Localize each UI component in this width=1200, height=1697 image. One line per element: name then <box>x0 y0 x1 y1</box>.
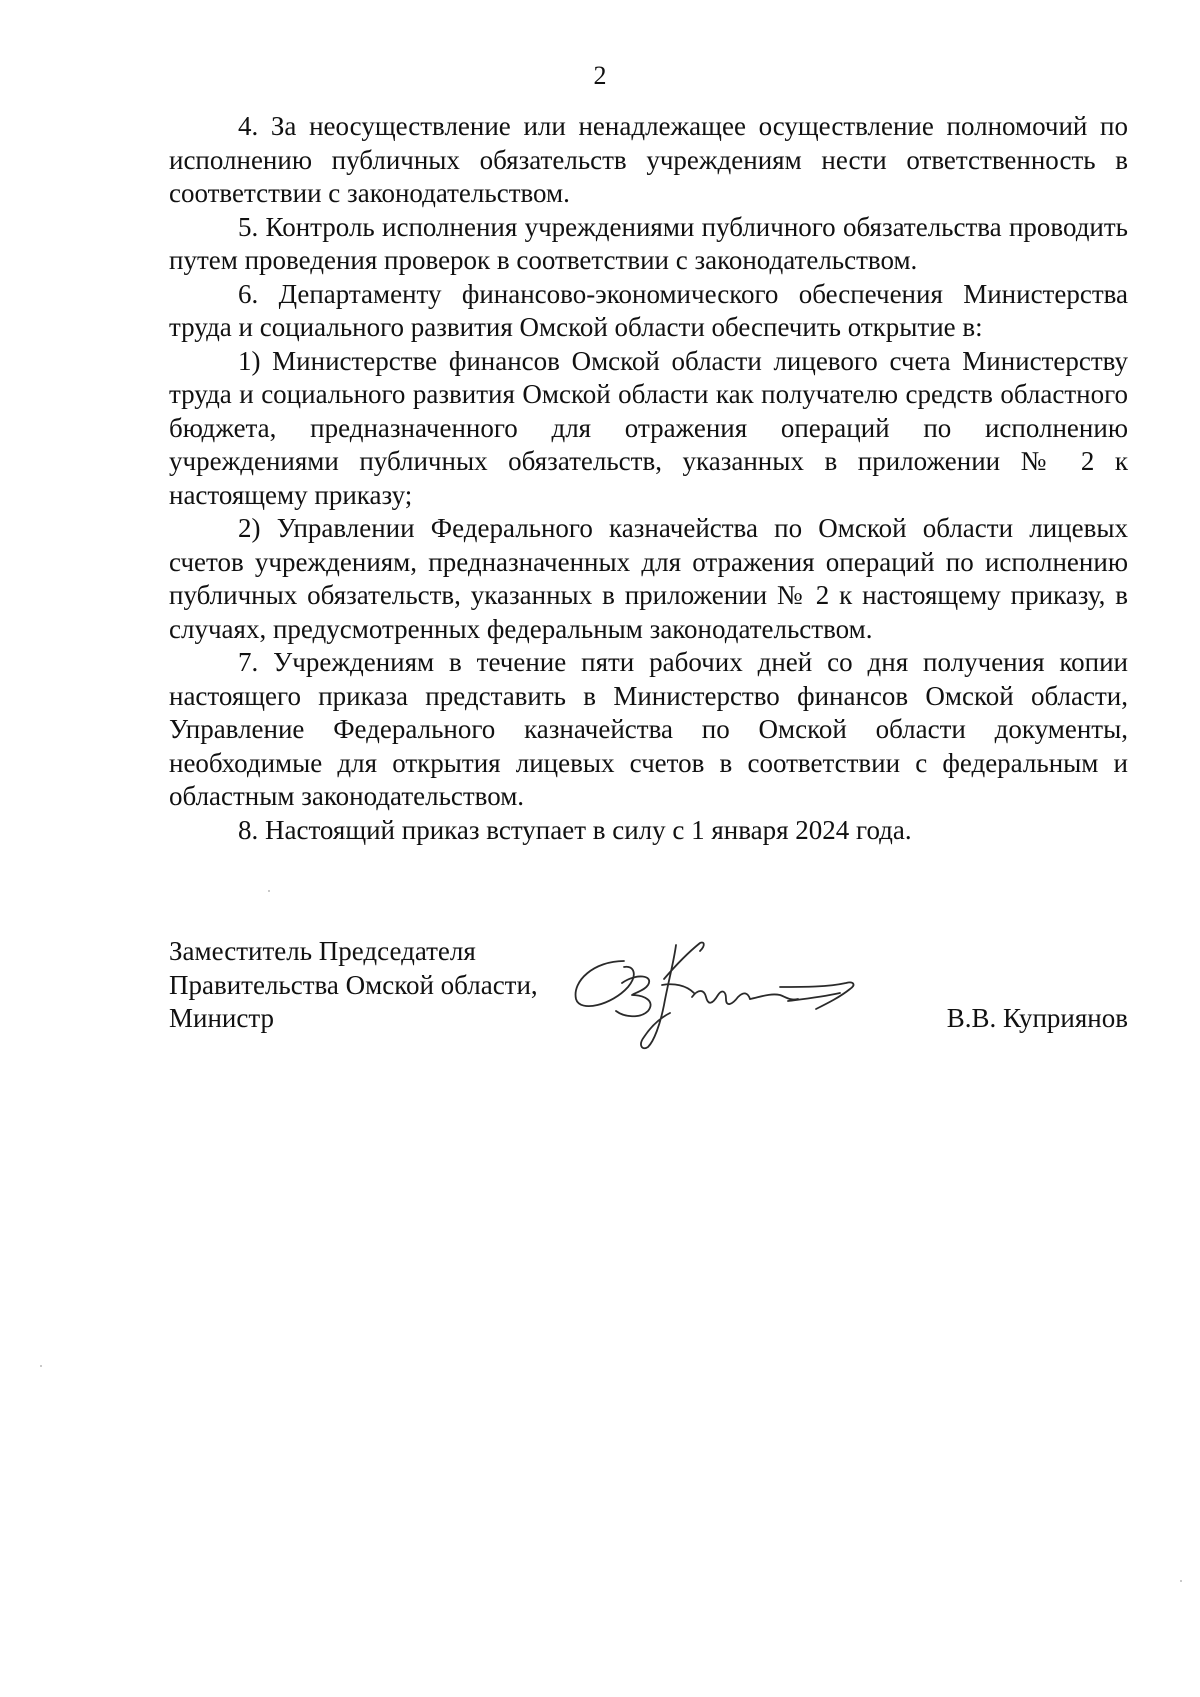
paragraph-8-effective-date: 8. Настоящий приказ вступает в силу с 1 января 2024 года. <box>238 814 912 845</box>
signatory-name: В.В. Куприянов <box>946 1003 1128 1033</box>
scan-speck <box>268 890 270 892</box>
document-body <box>169 110 1128 847</box>
paragraph-6-accounts: 6. Департаменту финансово-экономического обеспечения Министерства труда и социального развития Омской области обеспечить открытие в: <box>169 278 1128 342</box>
signatory-position-line: Заместитель Председателя <box>169 936 476 966</box>
signatory-position-line: Правительства Омской области, <box>169 969 538 1000</box>
signatory-position <box>169 935 538 1036</box>
scan-speck <box>40 1365 42 1367</box>
signatory-position-line: Министр <box>169 1003 274 1033</box>
page-number: 2 <box>593 61 607 90</box>
paragraph-7-documents: 7. Учреждениям в течение пяти рабочих дней со дня получения копии настоящего приказа представить в Министерство финансов Омской области, Управление Федерального казначейства по Омской области документы, необходимые для открытия лицевых счетов в соответствии с федеральным и областным законодательством. <box>169 647 1128 811</box>
paragraph-4-liability: 4. За неосуществление или ненадлежащее осуществление полномочий по исполнению публичных обязательств учреждениям нести ответственность в соответствии с законодательством. <box>169 111 1128 208</box>
handwritten-signature-icon <box>564 921 874 1061</box>
paragraph-6-2-treasury: 2) Управлении Федерального казначейства по Омской области лицевых счетов учреждениям, предназначенных для отражения операций по исполнению публичных обязательств, указанных в приложении № 2 к настоящему приказу, в случаях, предусмотренных федеральным законодательством. <box>169 513 1128 644</box>
scan-speck <box>1180 1580 1182 1582</box>
signature-block <box>169 935 1128 1055</box>
paragraph-5-control: 5. Контроль исполнения учреждениями публичного обязательства проводить путем проведения проверок в соответствии с законодательством. <box>169 211 1128 275</box>
paragraph-6-1-ministry-finance: 1) Министерстве финансов Омской области лицевого счета Министерству труда и социального развития Омской области как получателю средств областного бюджета, предназначенного для отражения операций по исполнению учреждениями публичных обязательств, указанных в приложении № 2 к настоящему приказу; <box>169 345 1128 510</box>
